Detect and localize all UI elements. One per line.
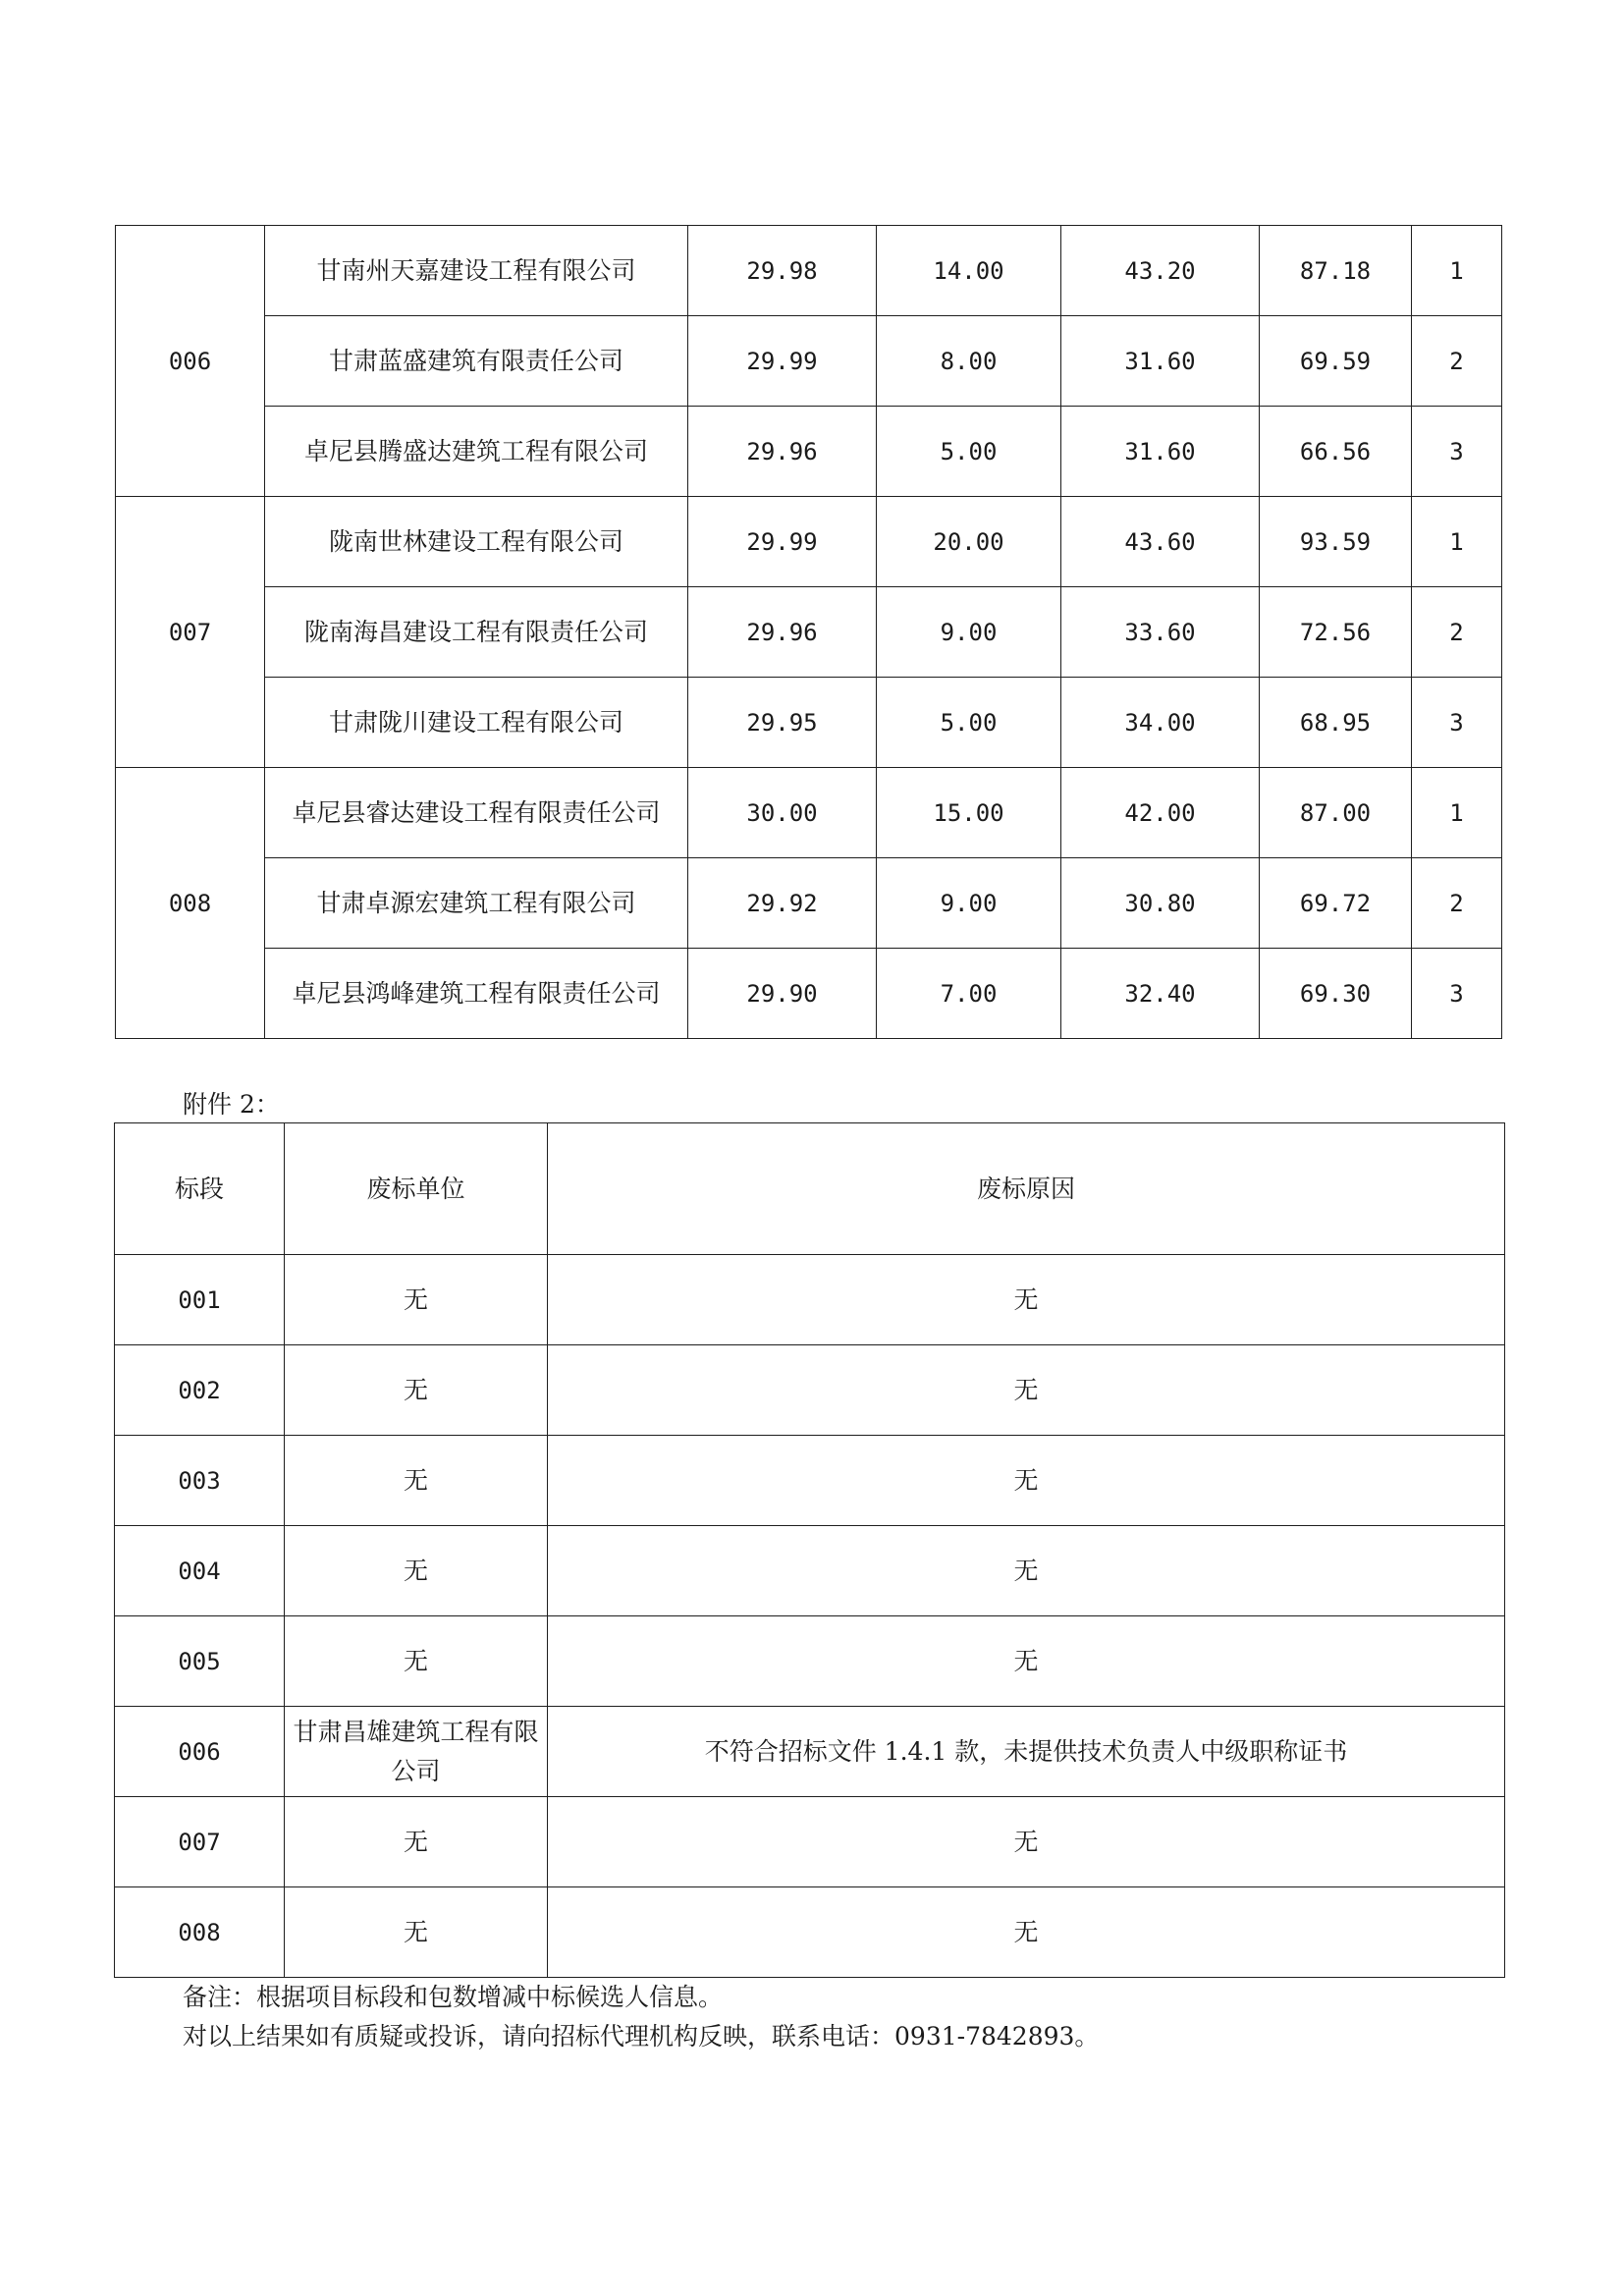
- company-name: 甘肃卓源宏建筑工程有限公司: [265, 858, 688, 949]
- table-row: [116, 858, 1502, 949]
- section-number: 003: [115, 1436, 285, 1526]
- technical-score: 31.60: [1061, 316, 1260, 407]
- note-contact: 对以上结果如有质疑或投诉，请向招标代理机构反映，联系电话：0931-7842893。: [183, 2022, 1100, 2050]
- invalid-bids-header-row: [115, 1123, 1505, 1255]
- business-score: 9.00: [877, 587, 1061, 678]
- section-number: 006: [116, 226, 265, 497]
- table-row: [115, 1616, 1505, 1707]
- notes: [183, 1978, 1099, 2056]
- header-section: 标段: [115, 1123, 285, 1255]
- section-number: 001: [115, 1255, 285, 1345]
- table-row: [115, 1797, 1505, 1887]
- table-row: [116, 316, 1502, 407]
- table-row: [115, 1345, 1505, 1436]
- invalid-reason: 不符合招标文件 1.4.1 款，未提供技术负责人中级职称证书: [548, 1707, 1505, 1797]
- price-score: 30.00: [688, 768, 877, 858]
- table-row: [115, 1887, 1505, 1978]
- technical-score: 34.00: [1061, 678, 1260, 768]
- table-row: [116, 497, 1502, 587]
- total-score: 72.56: [1260, 587, 1412, 678]
- invalid-unit: 甘肃昌雄建筑工程有限公司: [285, 1707, 548, 1797]
- bid-results-body: [116, 226, 1502, 1039]
- business-score: 5.00: [877, 678, 1061, 768]
- total-score: 87.00: [1260, 768, 1412, 858]
- invalid-reason: 无: [548, 1797, 1505, 1887]
- section-number: 004: [115, 1526, 285, 1616]
- table-row: [115, 1255, 1505, 1345]
- section-number: 007: [116, 497, 265, 768]
- rank: 1: [1412, 768, 1502, 858]
- table-row: [116, 407, 1502, 497]
- rank: 3: [1412, 678, 1502, 768]
- total-score: 93.59: [1260, 497, 1412, 587]
- total-score: 68.95: [1260, 678, 1412, 768]
- total-score: 69.30: [1260, 949, 1412, 1039]
- price-score: 29.90: [688, 949, 877, 1039]
- invalid-unit: 无: [285, 1616, 548, 1707]
- business-score: 7.00: [877, 949, 1061, 1039]
- table-row: [116, 226, 1502, 316]
- invalid-unit: 无: [285, 1345, 548, 1436]
- invalid-reason: 无: [548, 1255, 1505, 1345]
- company-name: 甘肃蓝盛建筑有限责任公司: [265, 316, 688, 407]
- price-score: 29.96: [688, 587, 877, 678]
- section-number: 005: [115, 1616, 285, 1707]
- invalid-unit: 无: [285, 1436, 548, 1526]
- business-score: 9.00: [877, 858, 1061, 949]
- section-number: 008: [116, 768, 265, 1039]
- rank: 1: [1412, 226, 1502, 316]
- invalid-reason: 无: [548, 1345, 1505, 1436]
- section-number: 008: [115, 1887, 285, 1978]
- company-name: 卓尼县腾盛达建筑工程有限公司: [265, 407, 688, 497]
- technical-score: 32.40: [1061, 949, 1260, 1039]
- header-invalid-reason: 废标原因: [548, 1123, 1505, 1255]
- technical-score: 31.60: [1061, 407, 1260, 497]
- invalid-bids-body: [115, 1255, 1505, 1978]
- table-row: [115, 1436, 1505, 1526]
- business-score: 14.00: [877, 226, 1061, 316]
- invalid-unit: 无: [285, 1797, 548, 1887]
- technical-score: 42.00: [1061, 768, 1260, 858]
- table-row: [116, 768, 1502, 858]
- note-remark: 备注：根据项目标段和包数增减中标候选人信息。: [183, 1983, 724, 2011]
- header-invalid-unit: 废标单位: [285, 1123, 548, 1255]
- rank: 2: [1412, 587, 1502, 678]
- price-score: 29.98: [688, 226, 877, 316]
- invalid-reason: 无: [548, 1887, 1505, 1978]
- invalid-unit: 无: [285, 1887, 548, 1978]
- company-name: 卓尼县睿达建设工程有限责任公司: [265, 768, 688, 858]
- table-row: [115, 1707, 1505, 1797]
- invalid-reason: 无: [548, 1616, 1505, 1707]
- table-row: [116, 587, 1502, 678]
- total-score: 69.72: [1260, 858, 1412, 949]
- technical-score: 30.80: [1061, 858, 1260, 949]
- rank: 3: [1412, 949, 1502, 1039]
- rank: 1: [1412, 497, 1502, 587]
- business-score: 20.00: [877, 497, 1061, 587]
- total-score: 87.18: [1260, 226, 1412, 316]
- company-name: 卓尼县鸿峰建筑工程有限责任公司: [265, 949, 688, 1039]
- technical-score: 43.60: [1061, 497, 1260, 587]
- company-name: 陇南世林建设工程有限公司: [265, 497, 688, 587]
- invalid-reason: 无: [548, 1436, 1505, 1526]
- bid-results-table: [115, 225, 1502, 1039]
- company-name: 陇南海昌建设工程有限责任公司: [265, 587, 688, 678]
- technical-score: 33.60: [1061, 587, 1260, 678]
- rank: 2: [1412, 316, 1502, 407]
- invalid-unit: 无: [285, 1526, 548, 1616]
- business-score: 15.00: [877, 768, 1061, 858]
- section-number: 002: [115, 1345, 285, 1436]
- price-score: 29.99: [688, 316, 877, 407]
- invalid-reason: 无: [548, 1526, 1505, 1616]
- section-number: 006: [115, 1707, 285, 1797]
- rank: 3: [1412, 407, 1502, 497]
- table-row: [116, 678, 1502, 768]
- company-name: 甘南州天嘉建设工程有限公司: [265, 226, 688, 316]
- price-score: 29.99: [688, 497, 877, 587]
- table-row: [115, 1526, 1505, 1616]
- company-name: 甘肃陇川建设工程有限公司: [265, 678, 688, 768]
- business-score: 8.00: [877, 316, 1061, 407]
- invalid-bids-table: [114, 1122, 1505, 1978]
- rank: 2: [1412, 858, 1502, 949]
- price-score: 29.96: [688, 407, 877, 497]
- attachment-2-label: 附件 2：: [183, 1090, 280, 1119]
- invalid-unit: 无: [285, 1255, 548, 1345]
- technical-score: 43.20: [1061, 226, 1260, 316]
- price-score: 29.92: [688, 858, 877, 949]
- business-score: 5.00: [877, 407, 1061, 497]
- total-score: 66.56: [1260, 407, 1412, 497]
- price-score: 29.95: [688, 678, 877, 768]
- section-number: 007: [115, 1797, 285, 1887]
- table-row: [116, 949, 1502, 1039]
- total-score: 69.59: [1260, 316, 1412, 407]
